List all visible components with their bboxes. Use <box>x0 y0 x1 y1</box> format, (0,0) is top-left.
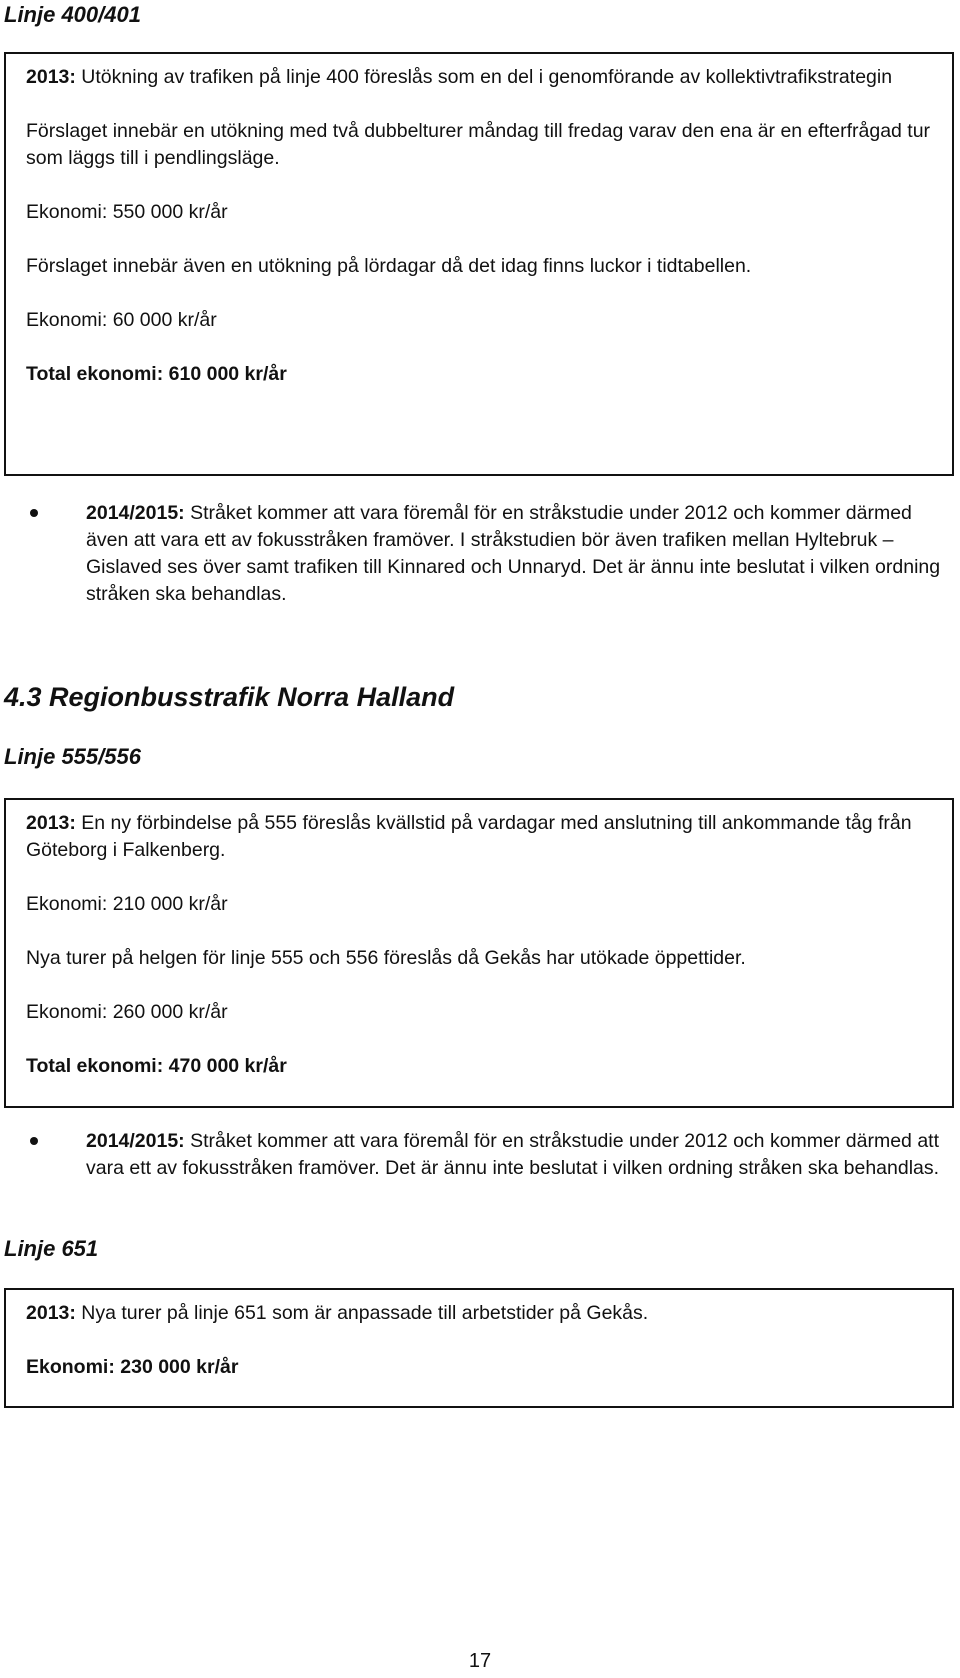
heading-linje-400-401: Linje 400/401 <box>4 2 141 27</box>
year-label: 2013: <box>26 812 76 834</box>
year-label: 2014/2015: <box>86 502 185 524</box>
box-paragraph: Förslaget innebär även en utökning på lördagar då det idag finns luckor i tidtabellen. <box>26 255 752 277</box>
heading-linje-651: Linje 651 <box>4 1236 99 1261</box>
economy-line: Ekonomi: 550 000 kr/år <box>26 201 228 223</box>
box-paragraph-2013 <box>26 64 932 91</box>
bullet-icon <box>30 1137 38 1145</box>
bullet-text <box>86 1128 950 1182</box>
bullet-body: Stråket kommer att vara föremål för en stråkstudie under 2012 och kommer därmed även att vara ett av fokusstråken framöver. I stråkstudien bör även trafiken mellan Hyltebruk – Gislaved ses över samt trafiken till Kinnared och Unnaryd. Det är ännu inte beslutat i vilken ordning stråken ska behandlas. <box>86 502 941 605</box>
economy-line: Ekonomi: 210 000 kr/år <box>26 893 228 915</box>
box-paragraph: Nya turer på helgen för linje 555 och 556 föreslås då Gekås har utökade öppettider. <box>26 947 746 969</box>
paragraph-text: Utökning av trafiken på linje 400 föreslås som en del i genomförande av kollektivtrafikstrategin <box>75 66 893 88</box>
year-label: 2014/2015: <box>86 1130 185 1152</box>
paragraph-text: Nya turer på linje 651 som är anpassade till arbetstider på Gekås. <box>75 1302 649 1324</box>
page-number: 17 <box>468 1650 492 1672</box>
total-economy-line: Total ekonomi: 610 000 kr/år <box>26 363 287 385</box>
bullet-item-2014-2015 <box>30 1128 950 1182</box>
paragraph-text: En ny förbindelse på 555 föreslås kvällstid på vardagar med anslutning till ankommande tåg från Göteborg i Falkenberg. <box>26 812 912 861</box>
box-linje-651-2013 <box>4 1288 954 1408</box>
total-economy-line: Total ekonomi: 470 000 kr/år <box>26 1055 287 1077</box>
section-heading: 4.3 Regionbusstrafik Norra Halland <box>4 682 455 712</box>
box-paragraph-2013 <box>26 1300 932 1327</box>
year-label: 2013: <box>26 66 76 88</box>
box-paragraph: Förslaget innebär en utökning med två dubbelturer måndag till fredag varav den ena är en efterfrågad tur som läggs till i pendlingsläge. <box>26 120 931 169</box>
economy-line: Ekonomi: 230 000 kr/år <box>26 1356 239 1378</box>
bullet-icon <box>30 509 38 517</box>
box-linje-555-2013 <box>4 798 954 1108</box>
bullet-text <box>86 500 950 608</box>
bullet-body: Stråket kommer att vara föremål för en stråkstudie under 2012 och kommer därmed att vara ett av fokusstråken framöver. Det är ännu inte beslutat i vilken ordning stråken ska behandlas. <box>86 1130 940 1179</box>
box-paragraph-2013 <box>26 810 932 864</box>
year-label: 2013: <box>26 1302 76 1324</box>
heading-linje-555-556: Linje 555/556 <box>4 744 141 769</box>
bullet-item-2014-2015 <box>30 500 950 608</box>
economy-line: Ekonomi: 60 000 kr/år <box>26 309 217 331</box>
box-linje-400-2013 <box>4 52 954 476</box>
economy-line: Ekonomi: 260 000 kr/år <box>26 1001 228 1023</box>
